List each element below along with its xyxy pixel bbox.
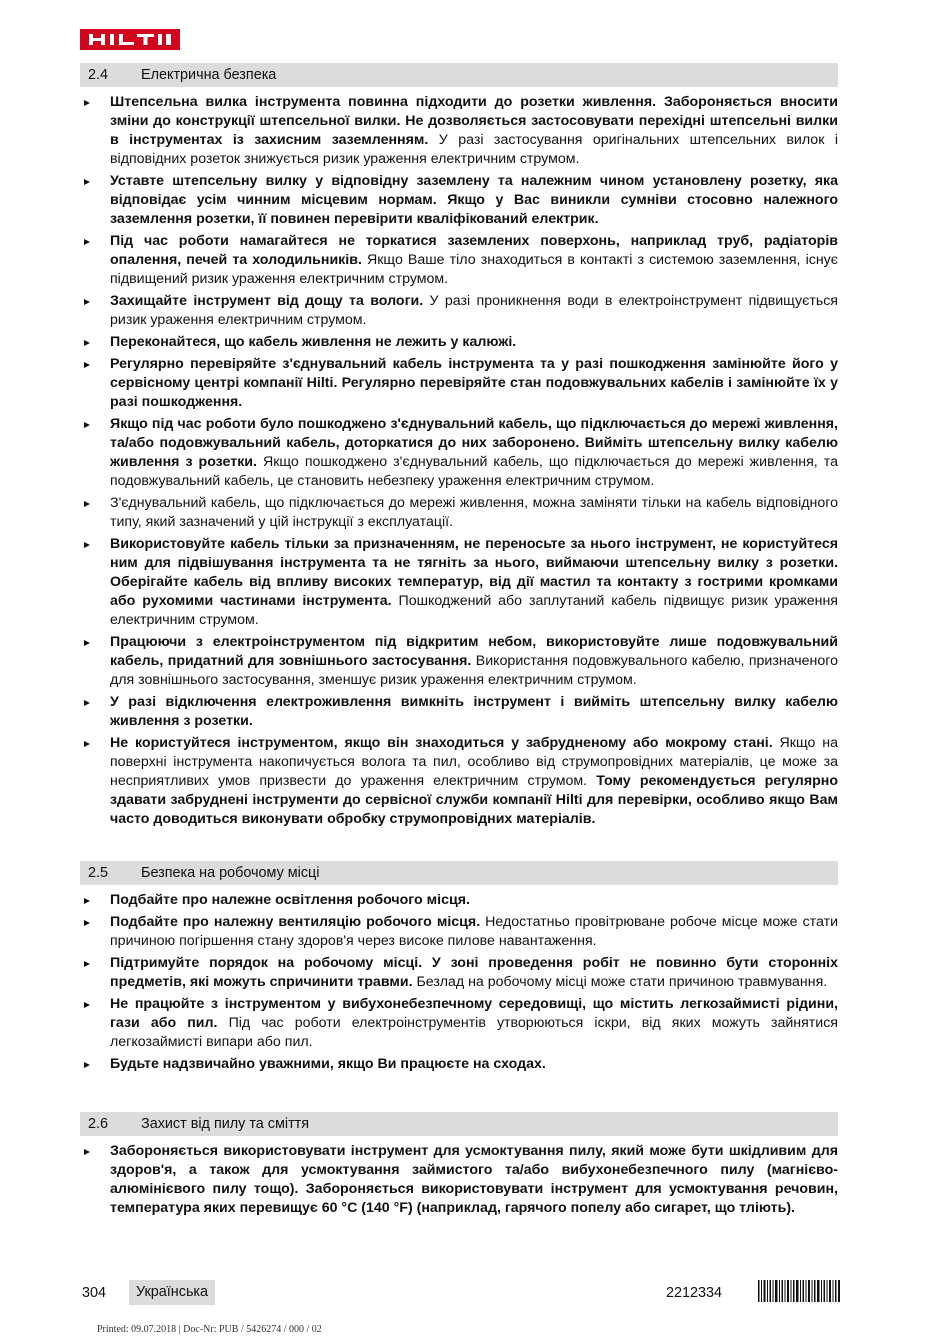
language-label: Українська	[129, 1280, 215, 1305]
bold-text: Якщо під час роботи було пошкоджено з'єднувальний кабель, що підключається до мережі живлення, та/або подовжувальний кабель, доторкатися до них заборонено. Вийміть штепсельну вилку кабелю живлення з розетки.	[110, 416, 838, 470]
triangle-bullet-icon	[84, 362, 90, 368]
bold-text: Штепсельна вилка інструмента повинна підходити до розетки живлення. Забороняється вносити зміни до конструкції штепсельної вилки. Не дозволяється застосовувати перехідні штепсельні вилки в інструментах із захисним заземленням.	[110, 94, 838, 148]
triangle-bullet-icon	[84, 1149, 90, 1155]
bold-text: Підтримуйте порядок на робочому місці. У зоні проведення робіт не повинно бути сторонніх предметів, які можуть спричинити травми.	[110, 955, 838, 990]
triangle-bullet-icon	[84, 1062, 90, 1068]
list-item	[84, 1142, 838, 1218]
body-text: Якщо Ваше тіло знаходиться в контакті з системою заземлення, існує підвищений ризик ураження електричним струмом.	[110, 252, 838, 287]
list-item	[84, 232, 838, 289]
bold-text: Подбайте про належну вентиляцію робочого місця.	[110, 914, 481, 930]
list-item	[84, 333, 838, 352]
bold-text: Регулярно перевіряйте з'єднувальний кабель інструмента та у разі пошкодження замінюйте його у сервісному центрі компанії Hilti. Регулярно перевіряйте стан подовжувальних кабелів і замінюйте їх у разі пошкодження.	[110, 356, 838, 410]
print-info: Printed: 09.07.2018 | Doc-Nr: PUB / 5426274 / 000 / 02	[97, 1324, 322, 1335]
body-text: Недостатньо провітрюване робоче місце може стати причиною погіршення стану здоров'я через високе пилове навантаження.	[110, 914, 839, 949]
list-item	[84, 93, 838, 169]
list-item	[84, 913, 838, 951]
bold-text: Забороняється використовувати інструмент для усмоктування пилу, який може бути шкідливим для здоров'я, а також для усмоктування займистого та/або вибухонебезпечного пилу (магнієво-алюмінієвого пилу тощо). Забороняється використовувати інструмент для усмоктування речовин, температура яких перевищує 60 °C (140 °F) (наприклад, гарячого попелу або сигарет, що тліють).	[110, 1143, 838, 1216]
section-title: Захист від пилу та сміття	[141, 1116, 310, 1132]
triangle-bullet-icon	[84, 961, 90, 967]
triangle-bullet-icon	[84, 299, 90, 305]
list-item	[84, 535, 838, 630]
section-number: 2.4	[88, 67, 109, 83]
triangle-bullet-icon	[84, 898, 90, 904]
list-item	[84, 292, 838, 330]
list-item	[84, 693, 838, 731]
bold-text: Працюючи з електроінструментом під відкритим небом, використовуйте лише подовжувальний кабель, придатний для зовнішнього застосування.	[110, 634, 838, 669]
bold-text: Використовуйте кабель тільки за призначенням, не переносьте за нього інструмент, не користуйтеся ним для підвішування інструмента та не тягніть за нього, виймаючи штепсельну вилку з розетки. Оберігайте кабель від впливу високих температур, від дії мастил та контакту з гострими кромками або рухомими частинами інструмента.	[110, 536, 838, 609]
triangle-bullet-icon	[84, 542, 90, 548]
list-item	[84, 494, 838, 532]
body-text: Якщо на поверхні інструмента накопичується волога та пил, особливо від струмопровідних матеріалів, це може за несприятливих умов призвести до ураження електричним струмом.	[110, 735, 839, 789]
hilti-logo-mark	[80, 29, 180, 50]
section-heading-2-5	[80, 861, 838, 885]
triangle-bullet-icon	[84, 340, 90, 346]
body-text: Під час роботи електроінструментів утворюються іскри, від яких можуть зайнятися легкозаймисті випари або пил.	[110, 1015, 838, 1050]
bold-text: Будьте надзвичайно уважними, якщо Ви працюєте на сходах.	[110, 1056, 546, 1072]
bold-text: Тому рекомендується регулярно здавати забруднені інструменти до сервісної служби компанії Hilti для перевірки, особливо якщо Вам часто доводиться виконувати обробку струмопровідних матеріалів.	[110, 773, 838, 827]
triangle-bullet-icon	[84, 422, 90, 428]
section-heading-2-6	[80, 1112, 838, 1136]
list-item	[84, 995, 838, 1052]
section-title: Електрична безпека	[141, 67, 277, 83]
hilti-logo	[80, 29, 180, 50]
section-2-5-list	[84, 891, 838, 1077]
triangle-bullet-icon	[84, 239, 90, 245]
bold-text: Не працюйте з інструментом у вибухонебезпечному середовищі, що містить легкозаймисті рідини, гази або пил.	[110, 996, 838, 1031]
section-2-6-list	[84, 1142, 838, 1221]
list-item	[84, 355, 838, 412]
triangle-bullet-icon	[84, 501, 90, 507]
bold-text: Подбайте про належне освітлення робочого місця.	[110, 892, 470, 908]
section-heading-2-4	[80, 63, 838, 87]
body-text: Якщо пошкоджено з'єднувальний кабель, що підключається до мережі живлення, та подовжувальний кабель, це становить небезпеку ураження електричним струмом.	[110, 454, 838, 489]
section-2-4-list	[84, 93, 838, 832]
section-title: Безпека на робочому місці	[141, 865, 320, 881]
triangle-bullet-icon	[84, 741, 90, 747]
bold-text: У разі відключення електроживлення вимкніть інструмент і вийміть штепсельну вилку кабелю живлення з розетки.	[110, 694, 838, 729]
triangle-bullet-icon	[84, 640, 90, 646]
triangle-bullet-icon	[84, 700, 90, 706]
list-item	[84, 734, 838, 829]
list-item	[84, 954, 838, 992]
section-number: 2.6	[88, 1116, 109, 1132]
list-item	[84, 415, 838, 491]
list-item	[84, 172, 838, 229]
body-text: З'єднувальний кабель, що підключається до мережі живлення, можна заміняти тільки на кабель відповідного типу, який зазначений у цій інструкції з експлуатації.	[110, 495, 838, 530]
bold-text: Уставте штепсельну вилку у відповідну заземлену та належним чином установлену розетку, яка відповідає усім чинним місцевим нормам. Якщо у Вас виникли сумніви стосовно належного заземлення розетки, її повинен перевірити кваліфікований електрик.	[110, 173, 838, 227]
section-number: 2.5	[88, 865, 109, 881]
body-text: У разі проникнення води в електроінструмент підвищується ризик ураження електричним струмом.	[110, 293, 838, 328]
bold-text: Захищайте інструмент від дощу та вологи.	[110, 293, 424, 309]
body-text: Безлад на робочому місці може стати причиною травмування.	[412, 974, 828, 990]
triangle-bullet-icon	[84, 920, 90, 926]
body-text: Використання подовжувального кабелю, призначеного для зовнішнього застосування, зменшує ризик ураження електричним струмом.	[110, 653, 838, 688]
barcode-icon	[758, 1280, 840, 1302]
body-text: Пошкоджений або заплутаний кабель підвищує ризик ураження електричним струмом.	[110, 593, 838, 628]
body-text: У разі застосування оригінальних штепсельних вилок і відповідних розеток знижується ризик ураження електричним струмом.	[110, 132, 838, 167]
bold-text: Не користуйтеся інструментом, якщо він знаходиться у забрудненому або мокрому стані.	[110, 735, 773, 751]
triangle-bullet-icon	[84, 1002, 90, 1008]
list-item	[84, 1055, 838, 1074]
list-item	[84, 633, 838, 690]
triangle-bullet-icon	[84, 179, 90, 185]
doc-number: 2212334	[666, 1285, 723, 1301]
triangle-bullet-icon	[84, 100, 90, 106]
page-number: 304	[82, 1285, 107, 1301]
bold-text: Під час роботи намагайтеся не торкатися заземлених поверхонь, наприклад труб, радіаторів опалення, печей та холодильників.	[110, 233, 838, 268]
list-item	[84, 891, 838, 910]
bold-text: Переконайтеся, що кабель живлення не лежить у калюжі.	[110, 334, 517, 350]
